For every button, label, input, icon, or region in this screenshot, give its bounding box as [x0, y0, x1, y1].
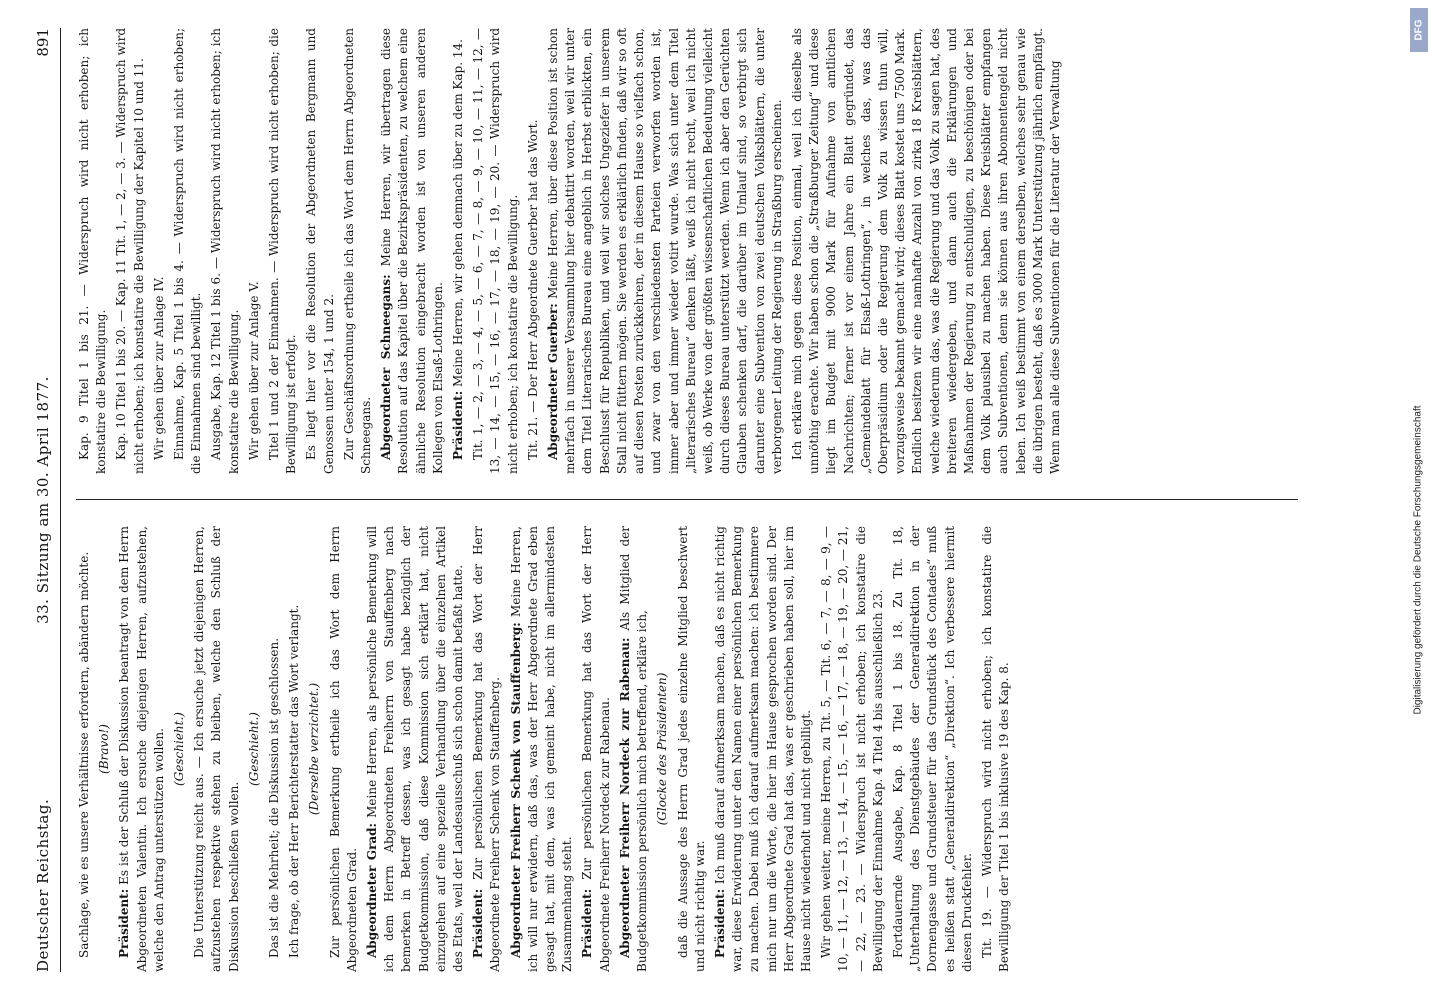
paragraph-text: Meine Herren, als persönliche Bemerkung will ich dem Herrn Abgeordneten Freiherrn von Stauffenberg nach bemerken in Betreff dessen, was ich gesagt habe bezüglich der Budgetkommission, daß diese Kommission sich erklärt hat, nicht einzugehen auf eine spezielle Verhandlung über die einzelnen Artikel des Etats, weil der Landesausschuß sich schon damit befaßt hatte. — [365, 526, 466, 972]
paragraph — [113, 28, 147, 474]
speaker-name: Abgeordneter Freiherr Nordeck zur Rabenau: — [617, 637, 632, 958]
paragraph — [470, 28, 522, 474]
paragraph-text: Wir gehen über zur Anlage V. — [246, 281, 261, 460]
paragraph — [525, 28, 542, 474]
paragraph — [76, 28, 110, 474]
paragraph — [286, 526, 303, 972]
paragraph-text: Meine Herren, über diese Position ist schon mehrfach in unserer Versammlung hier debattirt worden, weil wir unter dem Titel Literarisches Bureau eine angeblich in Herbst erblickten, ein Beschlusst für Republiken, und weil wir solches Ungeziefer in unserem Stall nicht füttern mögen. Sie werden es erklärlich finden, daß wir so oft auf diesen Posten zurückkehren, der in diesem Hause so vielfach schon, und zwar von den verschiedensten Parteien verworfen worden ist, immer aber und immer wieder votirt wurde. Was sich unter dem Titel „literarisches Bureau“ denken läßt, weiß ich nicht recht, weil ich nicht weiß, ob Werke von der größten wissenschaftlichen Bedeutung vielleicht durch dieses Bureau unterstützt werden. Wenn ich aber den Gerüchten Glauben schenken darf, die darüber im Umlauf sind, so verbirgt sich darunter eine Subvention von zwei deutschen Volksblättern, die unter verborgener Leitung der Regierung in Straßburg erscheinen. — [546, 28, 784, 474]
rotated-page-content — [10, 0, 1310, 1000]
paragraph — [450, 28, 467, 474]
paragraph-text: Meine Herren, wir übertragen diese Resolution auf das Kapitel über die Bezirkspräsidenten, zu welchem eine ähnliche Resolution eingebracht worden ist von unseren anderen Kollegen von Elsaß-Lothringen. — [379, 28, 445, 474]
paragraph — [789, 28, 1064, 474]
paragraph-text: Zur persönlichen Bemerkung ertheile ich das Wort dem Herrn Abgeordneten Grad. — [327, 526, 359, 972]
paragraph — [303, 28, 337, 474]
paragraph — [364, 526, 467, 972]
stage-direction — [246, 526, 263, 972]
left-text-column — [76, 526, 1292, 972]
paragraph — [341, 28, 375, 474]
paragraph — [470, 526, 504, 972]
paragraph — [508, 526, 577, 972]
speaker-name: Präsident: — [451, 390, 466, 460]
stage-direction — [171, 526, 188, 972]
paragraph — [675, 526, 709, 972]
paragraph — [890, 526, 976, 972]
paragraph-text: Zur persönlichen Bemerkung hat das Wort der Herr Abgeordnete Freiherr Schenk von Stauffenberg. — [471, 526, 503, 972]
paragraph-text: Tit. 19. — Widerspruch wird nicht erhoben; ich konstatire die Bewilligung der Titel 1 bis inklusive 19 des Kap. 8. — [979, 526, 1012, 972]
paragraph-text: Als Mitglied der Budgetkommission persönlich mich betreffend, erkläre ich, — [617, 526, 650, 972]
speaker-name: Abgeordneter Grad: — [365, 823, 380, 958]
paragraph-text: Ausgabe, Kap. 12 Titel 1 bis 6. — Widerspruch wird nicht erhoben; ich konstatire die Bewilligung. — [209, 28, 241, 474]
speaker-name: Abgeordneter Schneegans: — [379, 274, 394, 460]
paragraph-text: Tit. 21. — Der Herr Abgeordnete Guerber hat das Wort. — [525, 119, 540, 460]
paragraph-text: Ich erkläre mich gegen diese Position, einmal, weil ich dieselbe als unnöthig erachte. Wir haben schon die „Straßburger Zeitung“ und diese liegt im Budget mit 9000 Mark für Aufnahme von amtlichen Nachrichten; ferner ist vor einem Jahre ein Blatt gegründet, das „Gemeindeblatt für Elsaß-Lothringen“, in welches das, was das Oberpräsidium oder die Regierung dem Volk zu wissen thun will, vorzugsweise bekannt gemacht wird; dieses Blatt kostet uns 7500 Mark. Endlich besitzen wir eine namhafte Anzahl von zirka 18 Kreisblättern, welche wiederum das, was die Regierung und das Volk zu sagen hat, des breiteren wiedergeben, und dann auch die Erklärungen und Maßnahmen der Regierung zu entschuldigen, zu beschönigen oder bei dem Volk plausibel zu machen haben. Diese Kreisblätter empfangen auch Subventionen, denn sie können aus ihren Abonnentengeld nicht leben. Ich weiß bestimmt von einem derselben, welches sehr genau wie die übrigen besteht, daß es 3000 Mark Unterstützung jährlich empfängt. Wenn man alle diese Subventionen für die Literatur der Verwaltung — [789, 28, 1062, 474]
paragraph-text: Meine Herren, wir gehen demnach über zu dem Kap. 14. — [451, 39, 466, 387]
speaker-name: Abgeordneter Guerber: — [546, 303, 561, 460]
paragraph-text: Kap. 10 Titel 1 bis 20. — Kap. 11 Tit. 1, — 2, — 3. — Widerspruch wird nicht erhoben; ich konstatire die Bewilligung der Kapitel 10 und 11. — [114, 28, 146, 474]
paragraph — [818, 526, 887, 972]
speaker-name: Präsident: — [471, 888, 486, 958]
paragraph-text: Das ist die Mehrheit; die Diskussion ist geschlossen. — [267, 637, 282, 958]
running-header — [30, 28, 60, 972]
speaker-name: Präsident: — [580, 888, 595, 958]
dfg-logo: DFG — [1410, 8, 1428, 52]
stage-direction — [96, 526, 113, 972]
paragraph-text: (Glocke des Präsidenten) — [655, 672, 670, 826]
paragraph — [327, 526, 361, 972]
paragraph-text: (Bravo!) — [97, 724, 112, 774]
paragraph-text: (Derselbe verzichtet.) — [307, 682, 322, 816]
speaker-name: Abgeordneter Freiherr Schenk von Stauffenberg: — [508, 622, 523, 958]
speaker-name: Präsident: — [712, 888, 727, 958]
paragraph — [171, 28, 205, 474]
paragraph-text: (Geschieht.) — [246, 712, 261, 786]
digitization-credit: Digitalisierung gefördert durch die Deutsche Forschungsgemeinschaft — [1412, 405, 1424, 715]
paragraph-text: daß die Aussage des Herrn Grad jedes einzelne Mitglied beschwert und nicht richtig war. — [675, 526, 707, 972]
paragraph — [208, 28, 242, 474]
paragraph-text: Es liegt hier vor die Resolution der Abgeordneten Bergmann und Genossen unter 154, 1 und 2. — [304, 28, 336, 474]
paragraph-text: Wir gehen über zur Anlage IV. — [151, 276, 166, 460]
paragraph — [378, 28, 447, 474]
paragraph-text: Kap. 9 Titel 1 bis 21. — Widerspruch wird nicht erhoben; ich konstatire die Bewilligung. — [77, 28, 109, 474]
paragraph-text: Fortdauernde Ausgabe, Kap. 8 Titel 1 bis 18. Zu Tit. 18, „Unterhaltung des Dienstgebäudes der Generaldirektion in der Dornengasse und Grundsteuer für das Grundstück des Contades“ muß es heißen statt „Generaldirektion“ „Direktion“. Ich verbessere hiermit diesen Druckfehler. — [890, 526, 974, 972]
paragraph — [617, 526, 651, 972]
paragraph-text: Die Unterstützung reicht aus. — Ich ersuche jetzt diejenigen Herren, aufzustehen respektive stehen zu bleiben, welche den Schluß der Diskussion beschließen wollen. — [192, 526, 241, 972]
paragraph — [979, 526, 1013, 972]
stage-direction — [306, 526, 323, 972]
right-text-column — [76, 28, 1292, 474]
header-session-date: 33. Sitzung am 30. April 1877. — [34, 376, 52, 624]
paragraph-text: (Geschieht.) — [172, 712, 187, 786]
header-journal-title: Deutscher Reichstag. — [34, 798, 52, 972]
paragraph-text: Wir gehen weiter, meine Herren, zu Tit. 5, — Tit. 6, — 7, — 8, — 9, — 10, — 11, — 12, — 13, — 14, — 15, — 16, — 17, — 18, — 19, — 20, — 21, — 22, — 23. — Widerspruch ist nicht erhoben; ich konstatire die Bewilligung der Einnahme Kap. 4 Titel 4 bis ausschließlich 23. — [819, 526, 885, 972]
paragraph — [246, 28, 263, 474]
paragraph — [76, 526, 93, 972]
column-divider — [76, 499, 1298, 500]
paragraph — [266, 28, 300, 474]
paragraph — [191, 526, 243, 972]
paragraph — [266, 526, 283, 972]
paragraph-text: Meine Herren, ich will nur erwidern, daß das, was der Herr Abgeordnete Grad eben gesagt hat, mit dem, was ich gemeint habe, nicht im allermindesten Zusammenhang steht. — [508, 526, 575, 972]
header-rule — [60, 28, 61, 972]
paragraph-text: Sachlage, wie es unsere Verhältnisse erfordern, abändern möchte. — [77, 551, 91, 958]
paragraph-text: Zur persönlichen Bemerkung hat das Wort der Herr Abgeordnete Freiherr Nordeck zur Rabenau. — [580, 526, 612, 972]
speaker-name: Präsident: — [117, 888, 132, 958]
paragraph-text: Einnahme, Kap. 5 Titel 1 bis 4. — Widerspruch wird nicht erhoben; die Einnahmen sind bewilligt. — [172, 28, 204, 474]
paragraph-text: Ich frage, ob der Herr Berichterstatter das Wort verlangt. — [287, 604, 302, 958]
stage-direction — [654, 526, 671, 972]
paragraph-text: Ich muß darauf aufmerksam machen, daß es nicht richtig war, diese Erwiderung unter den Namen einer persönlichen Bemerkung zu machen. Dabei muß ich darauf aufmerksam machen: ich bestimmere mich nur um die Worte, die hier im Hause gesprochen worden sind. Der Herr Abgeordnete Grad hat das, was er geschrieben haben soll, hier im Hause nicht wiederholt und nicht gebilligt. — [712, 526, 813, 972]
paragraph-text: Zur Geschäftsordnung ertheile ich das Wort dem Herrn Abgeordneten Schneegans. — [341, 28, 374, 474]
paragraph — [579, 526, 613, 972]
paragraph-text: Tit. 1, — 2, — 3, — 4, — 5, — 6, — 7, — 8, — 9, — 10, — 11, — 12, — 13, — 14, — 15, — 16, — 17, — 18, — 19, — 20. — Widerspruch wird nicht erhoben; ich konstatire die Bewilligung. — [471, 28, 520, 474]
paragraph — [545, 28, 786, 474]
paragraph — [151, 28, 168, 474]
paragraph — [116, 526, 168, 972]
paragraph-text: Titel 1 und 2 der Einnahmen. — Widerspruch wird nicht erhoben; die Bewilligung ist erfolgt. — [267, 28, 299, 474]
page-number: 891 — [34, 28, 52, 57]
paragraph — [712, 526, 815, 972]
paragraph-text: Es ist der Schluß der Diskussion beantragt von dem Herrn Abgeordneten Valentin. Ich ersuche diejenigen Herren, aufzustehen, welche den Antrag unterstützen wollen. — [117, 526, 166, 972]
